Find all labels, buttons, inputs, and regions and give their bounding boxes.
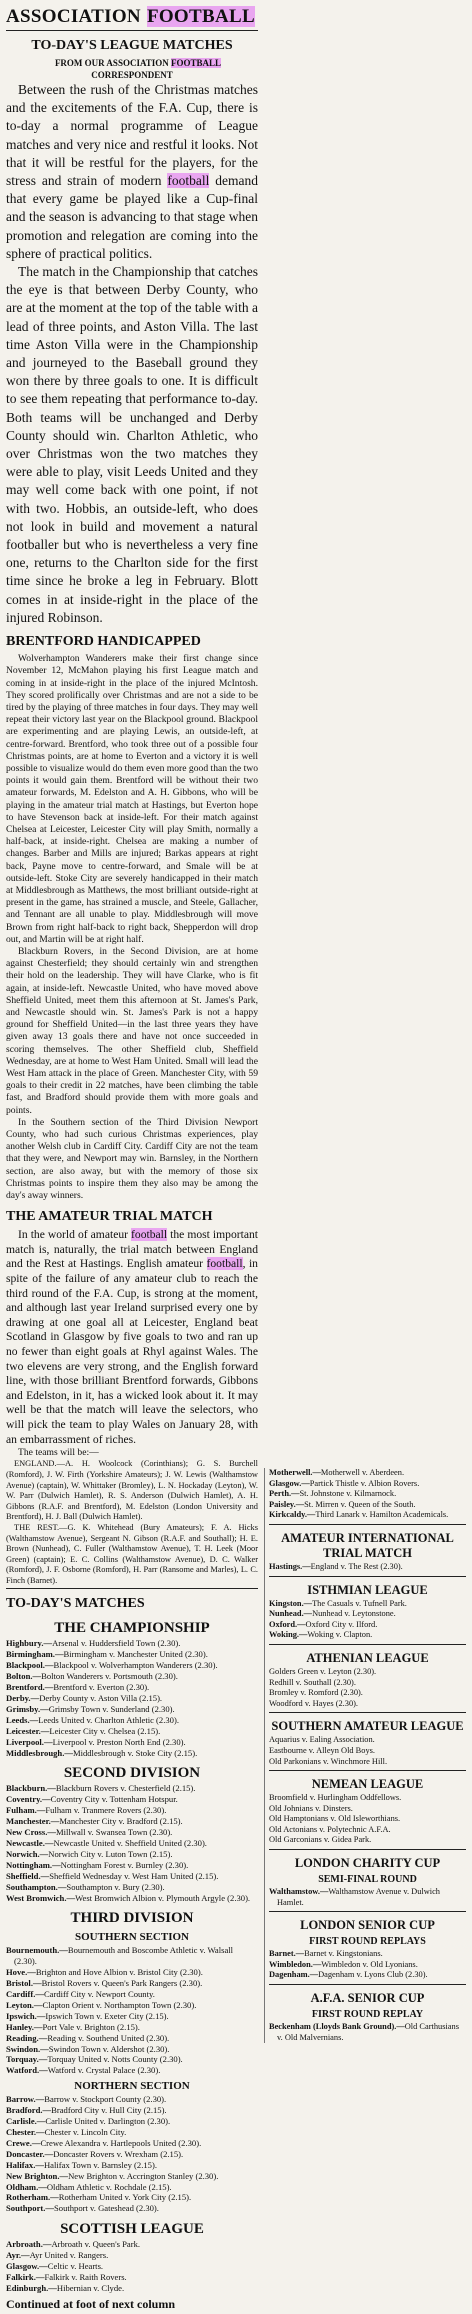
fixture-item: Aquarius v. Ealing Association.: [269, 1735, 375, 1745]
nemean-list: [269, 1793, 466, 1846]
scottish-league-heading: SCOTTISH LEAGUE: [60, 2221, 204, 2238]
fixture-item: Bromley v. Romford (2.30).: [269, 1688, 363, 1698]
second-division-heading: SECOND DIVISION: [63, 1765, 201, 1782]
fixture-item: Norwich.—Norwich City v. Luton Town (2.15).: [6, 1848, 173, 1859]
divider: [269, 1770, 466, 1771]
fixture-item: Oxford.—Oxford City v. Ilford.: [269, 1619, 378, 1629]
southern-amateur-list: [269, 1735, 466, 1767]
fixture-item: Torquay.—Torquay United v. Notts County (2.30).: [6, 2054, 183, 2065]
amateur-international-heading: AMATEUR INTERNATIONAL TRIAL MATCH: [281, 1530, 454, 1560]
divider: [269, 1849, 466, 1850]
fixture-item: Barrow.—Barrow v. Stockport County (2.30).: [6, 2094, 167, 2105]
fixture-item: Falkirk.—Falkirk v. Raith Rovers.: [6, 2271, 127, 2282]
fixture-item: Southampton.—Southampton v. Bury (2.30).: [6, 1881, 165, 1892]
fixture-item: Oldham.—Oldham Athletic v. Rochdale (2.15).: [6, 2181, 172, 2192]
rest-team: THE REST.—G. K. Whitehead (Bury Amateurs); F. A. Hicks (Walthamstow Avenue), Sergeant N. Gibson (R.A.F. and Southall); H. E. Brown (Nunhead), C. Fuller (Walthamstow Avenue), T. H. Leek (Moor Green) (captain); E. C. Collins (Walthamstow Avenue), D. C. Walker (Romford), J. F. Osborne (Romford), H. Parr (Ransome and Marles), L. C. Finch (Barnet).: [6, 1522, 258, 1585]
fixture-item: Nunhead.—Nunhead v. Leytonstone.: [269, 1609, 396, 1619]
fixture-item: Manchester.—Manchester City v. Bradford (2.15).: [6, 1816, 183, 1827]
northern-section-heading: NORTHERN SECTION: [74, 2080, 190, 2093]
london-senior-list: [269, 1949, 466, 1981]
fixture-item: Golders Green v. Leyton (2.30).: [269, 1666, 377, 1676]
divider: [6, 1588, 258, 1589]
championship-heading: THE CHAMPIONSHIP: [54, 1620, 210, 1637]
right-column: [264, 1468, 470, 2043]
championship-list: [6, 1638, 258, 1758]
london-senior-sub: FIRST ROUND REPLAYS: [309, 1936, 426, 1948]
athenian-heading: ATHENIAN LEAGUE: [306, 1650, 429, 1665]
fixture-item: New Brighton.—New Brighton v. Accrington Stanley (2.30).: [6, 2170, 219, 2181]
fixture-item: Hanley.—Port Vale v. Brighton (2.15).: [6, 2021, 140, 2032]
afa-sub: FIRST ROUND REPLAY: [311, 2009, 424, 2021]
lead-headline: TO-DAY'S LEAGUE MATCHES: [31, 38, 233, 53]
brentford-paragraph-1: Wolverhampton Wanderers make their first change since November 12, McMahon playing his first League match and coming in at inside-right in the place of the injured McIntosh. They scored prolifically over Christmas and are not a side to be tired by the playing of three matches in four days. They may well repeat their victory last year on the Blackpool ground. Blackpool are experimenting and are playing Lewis, an outside-left, at centre-forward. Brentford, who took three out of a possible four Christmas points, are at home to Everton and a victory it is well possible to visualize would do them even more good than the two points it would gain them. Brentford will be without their two amateur forwards, M. Edelston and A. H. Gibbons, who will be playing in the amateur trial match at Hastings, but Everton hope to have Stevenson back at inside-left. For their match against Chelsea at Leicester, Leicester City will play Smith, normally a half-back, at inside-right. Chelsea are making a number of changes. Barber and Mills are injured; Barkas appears at right back, Payne move to centre-forward, and Smale will be at outside-left. Stoke City are severely handicapped in their match at Middlesbrough as Matthews, the most brilliant outside-right at present in the game, has strained a muscle, and Steele, Gallacher, and Tennant are all unable to play. Middlesbrough will move Brown from right half-back to right back, Shepperdon will drop out, and Martin will be at right half.: [6, 653, 258, 945]
fixture-item: Derby.—Derby County v. Aston Villa (2.15).: [6, 1693, 163, 1703]
fixture-item: Liverpool.—Liverpool v. Preston North End (2.30).: [6, 1736, 186, 1747]
second-division-list: [6, 1783, 258, 1903]
fixture-item: Motherwell.—Motherwell v. Aberdeen.: [269, 1468, 405, 1477]
london-charity-heading: LONDON CHARITY CUP: [294, 1856, 441, 1871]
fixture-item: Swindon.—Swindon Town v. Aldershot (2.30).: [6, 2043, 170, 2054]
fixture-item: Barnet.—Barnet v. Kingstonians.: [269, 1949, 383, 1959]
fixture-item: West Bromwich.—West Bromwich Albion v. Plymouth Argyle (2.30).: [6, 1892, 251, 1903]
brentford-paragraph-2: Blackburn Rovers, in the Second Division, are at home against Chesterfield; they should certainly win and strengthen their hold on the leadership. They will have Clarke, who is fit again, at inside-left. Newcastle United, who have moved above Sheffield United, meet them this afternoon at St. James's Park, and Newcastle should win. St. James's Park is not a happy ground for Sheffield United—in the last three years they have given away 13 goals there and have not once succeeded in scoring themselves. The other Sheffield club, Sheffield Wednesday, are at home to West Ham United. Small will lead the West Ham attack in the place of Green. Manchester City, with 59 goals to their credit in 22 matches, have been climbing the table fast, and Bradford should provide them with more goals and points.: [6, 945, 258, 1116]
fixture-item: Leicester.—Leicester City v. Chelsea (2.15).: [6, 1725, 161, 1736]
trial-paragraph-2: The teams will be:—: [18, 1447, 99, 1459]
divider: [269, 1524, 466, 1525]
fixture-item: Kirkcaldy.—Third Lanark v. Hamilton Academicals.: [269, 1510, 449, 1520]
southern-amateur-heading: SOUTHERN AMATEUR LEAGUE: [271, 1719, 464, 1734]
fixture-item: Kingston.—The Casuals v. Tufnell Park.: [269, 1598, 407, 1608]
athenian-list: [269, 1667, 466, 1709]
fixture-item: Watford.—Watford v. Crystal Palace (2.30).: [6, 2065, 161, 2076]
fixture-item: Ipswich.—Ipswich Town v. Exeter City (2.15).: [6, 2010, 169, 2021]
nemean-heading: NEMEAN LEAGUE: [311, 1777, 424, 1792]
byline: FROM OUR ASSOCIATION FOOTBALL CORRESPONDENT: [54, 58, 222, 80]
fixture-item: Doncaster.—Doncaster Rovers v. Wrexham (2.15).: [6, 2148, 184, 2159]
fixture-item: Reading.—Reading v. Southend United (2.30).: [6, 2032, 170, 2043]
fixture-item: Redhill v. Southall (2.30).: [269, 1677, 356, 1687]
fixture-item: Southport.—Southport v. Gateshead (2.30).: [6, 2203, 159, 2214]
continued-note: Continued at foot of next column: [6, 2296, 176, 2311]
london-senior-heading: LONDON SENIOR CUP: [300, 1918, 435, 1933]
fixture-item: Old Parkonians v. Winchmore Hill.: [269, 1756, 388, 1766]
fixture-item: Leyton.—Clapton Orient v. Northampton Town (2.30).: [6, 1999, 197, 2010]
scottish-continued-list: [269, 1468, 466, 1521]
brentford-paragraph-3: In the Southern section of the Third Division Newport County, who had such curious Christmas experiences, play another Welsh club in Cardiff City. Cardiff City are not the team that they were, and Newport may win. Barnsley, in the Northern section, are also away, but with the memory of those six Christmas points to inspire them they also may be among the day's away winners.: [6, 1116, 258, 1202]
london-charity-sub: SEMI-FINAL ROUND: [318, 1874, 417, 1886]
fixture-item: Blackpool.—Blackpool v. Wolverhampton Wanderers (2.30).: [6, 1660, 218, 1671]
fixture-item: Newcastle.—Newcastle United v. Sheffield United (2.30).: [6, 1837, 207, 1848]
fixture-item: Blackburn.—Blackburn Rovers v. Chesterfield (2.15).: [6, 1783, 196, 1794]
lead-paragraph-2: The match in the Championship that catches the eye is that between Derby County, who are at the moment at the top of the table with a lead of three points, and Aston Villa. The last time Aston Villa were in the Championship and journeyed to the Baseball ground they won there by three goals to one. It is difficult to see them repeating that performance to-day. Both teams will be unchanged and Derby County should win. Charlton Athletic, who over Christmas won the two matches they were able to play, visit Leeds United and they may well come back with one point, if not with two. Hobbis, an outside-left, who does not look in build and movement a natural footballer but who is nevertheless a very fine one, returns to the Charlton side for the first time since he broke a leg in February. Blott comes in at inside-right in the place of the injured Robinson.: [6, 264, 258, 625]
fixture-item: Coventry.—Coventry City v. Tottenham Hotspur.: [6, 1794, 178, 1805]
trial-headline: THE AMATEUR TRIAL MATCH: [6, 1209, 213, 1225]
fixture-item: Perth.—St. Johnstone v. Kilmarnock.: [269, 1489, 397, 1499]
divider: [269, 1576, 466, 1577]
fixture-item: Carlisle.—Carlisle United v. Darlington (2.30).: [6, 2116, 171, 2127]
fixture-item: Glasgow.—Celtic v. Hearts.: [6, 2261, 104, 2272]
fixture-item: Bournemouth.—Bournemouth and Boscombe Athletic v. Walsall (2.30).: [6, 1945, 234, 1967]
fixture-item: Sheffield.—Sheffield Wednesday v. West Ham United (2.15).: [6, 1870, 219, 1881]
fixture-item: Cardiff.—Cardiff City v. Newport County.: [6, 1989, 155, 2000]
fixture-item: Nottingham.—Nottingham Forest v. Burnley (2.30).: [6, 1859, 189, 1870]
fixture-item: Bristol.—Bristol Rovers v. Queen's Park Rangers (2.30).: [6, 1978, 203, 1989]
isthmian-list: [269, 1599, 466, 1641]
fixture-item: Ayr.—Ayr United v. Rangers.: [6, 2250, 109, 2261]
divider: [6, 30, 258, 31]
fixture-item: Edinburgh.—Hibernian v. Clyde.: [6, 2282, 125, 2293]
afa-list: [269, 2022, 466, 2043]
fixture-item: Old Hamptonians v. Old Isleworthians.: [269, 1814, 401, 1824]
london-charity-list: [269, 1887, 466, 1908]
fixture-item: Wimbledon.—Wimbledon v. Old Lyonians.: [269, 1959, 418, 1969]
third-division-heading: THIRD DIVISION: [70, 1910, 194, 1927]
fixture-item: Glasgow.—Partick Thistle v. Albion Rovers.: [269, 1478, 420, 1488]
fixture-item: Arbroath.—Arbroath v. Queen's Park.: [6, 2239, 141, 2250]
amateur-international-list: [269, 1562, 466, 1573]
fixture-item: Birmingham.—Birmingham v. Manchester United (2.30).: [6, 1649, 208, 1660]
fixture-item: Chester.—Chester v. Lincoln City.: [6, 2127, 127, 2137]
fixture-item: Brentford.—Brentford v. Everton (2.30).: [6, 1682, 150, 1693]
fixture-item: Old Johnians v. Dinsters.: [269, 1803, 353, 1813]
fixture-item: Rotherham.—Rotherham United v. York City (2.15).: [6, 2192, 192, 2203]
fixture-item: Paisley.—St. Mirren v. Queen of the South.: [269, 1499, 416, 1509]
trial-paragraph-1: In the world of amateur football the most important match is, naturally, the trial match between England and the Rest at Hastings. English amateur football, in spite of the failure of any amateur club to reach the third round of the F.A. Cup, is strong at the moment, and although last year Ireland surprised every one by drawing at one goal all at Leicester, England beat Scotland in Glasgow by five goals to two and ran up no fewer than eight goals at Rhyl against Wales. The two elevens are very strong, and the English forward line, with those brilliant Brentford forwards, Gibbons and Edelston, in it, has a wicked look about it. It may well be that the match will leave the selectors, who will pick the team to play Wales on January 28, with an embarrassment of riches.: [6, 1228, 258, 1446]
fixture-item: Leeds.—Leeds United v. Charlton Athletic (2.30).: [6, 1714, 179, 1725]
lead-paragraph-1: Between the rush of the Christmas matches and the excitements of the F.A. Cup, there is to-day a normal programme of League matches and very nice and restful it looks. Not that it will be restful for the players, for the stress and strain of modern football demand that every game be played like a Cup-final and the season is advancing to that stage when promotion and relegation are coming into the sphere of practical politics.: [6, 82, 258, 261]
northern-section-list: [6, 2094, 258, 2214]
divider: [269, 1911, 466, 1912]
fixture-item: Bradford.—Bradford City v. Hull City (2.15).: [6, 2105, 167, 2116]
fixture-item: Highbury.—Arsenal v. Huddersfield Town (2.30).: [6, 1638, 181, 1649]
southern-section-heading: SOUTHERN SECTION: [74, 1931, 189, 1944]
fixture-item: Hastings.—England v. The Rest (2.30).: [269, 1561, 403, 1571]
fixtures-headline: TO-DAY'S MATCHES: [6, 1596, 145, 1612]
fixture-item: Bolton.—Bolton Wanderers v. Portsmouth (2.30).: [6, 1671, 178, 1682]
fixture-item: Dagenham.—Dagenham v. Lyons Club (2.30).: [269, 1970, 428, 1980]
fixture-item: Woodford v. Hayes (2.30).: [269, 1698, 359, 1708]
fixture-item: Walthamstow.—Walthamstow Avenue v. Dulwich Hamlet.: [269, 1887, 440, 1907]
fixture-item: Fulham.—Fulham v. Tranmere Rovers (2.30).: [6, 1805, 167, 1816]
southern-section-list: [6, 1945, 258, 2076]
fixture-item: Middlesbrough.—Middlesbrough v. Stoke City (2.15).: [6, 1747, 198, 1758]
fixture-item: Crewe.—Crewe Alexandra v. Hartlepools United (2.30).: [6, 2137, 202, 2148]
fixture-item: Hove.—Brighton and Hove Albion v. Bristol City (2.30).: [6, 1967, 203, 1978]
fixture-item: Broomfield v. Hurlingham Oddfellows.: [269, 1793, 402, 1803]
divider: [269, 1644, 466, 1645]
title-highlight: FOOTBALL: [146, 6, 255, 27]
brentford-headline: BRENTFORD HANDICAPPED: [6, 634, 201, 650]
fixture-item: Old Actonians v. Polytechnic A.F.A.: [269, 1824, 391, 1834]
fixture-item: Beckenham (Lloyds Bank Ground).—Old Carthusians v. Old Malvernians.: [269, 2022, 459, 2042]
fixture-item: Old Garconians v. Gidea Park.: [269, 1835, 372, 1845]
divider: [269, 1984, 466, 1985]
fixture-item: Eastbourne v. Alleyn Old Boys.: [269, 1745, 375, 1755]
england-team: ENGLAND.—A. H. Woolcock (Corinthians); G. S. Burchell (Romford), J. W. Firth (Yorkshire Amateurs); J. W. Lewis (Walthamstow Avenue) (captain), W. Whittaker (Bromley), L. N. Hockaday (Leyton), W. W. Parr (Dulwich Hamlet), R. S. Anderson (Dulwich Hamlet), A. H. Gibbons (R.A.F. and Brentford), M. Edelston (London University and Brentford), H. J. Ball (Dulwich Hamlet).: [6, 1459, 258, 1522]
divider: [269, 1712, 466, 1713]
fixture-item: Woking.—Woking v. Clapton.: [269, 1630, 373, 1640]
scottish-league-list: [6, 2239, 258, 2294]
afa-heading: A.F.A. SENIOR CUP: [310, 1991, 425, 2006]
fixture-item: New Cross.—Millwall v. Swansea Town (2.30).: [6, 1827, 173, 1838]
fixture-item: Grimsby.—Grimsby Town v. Sunderland (2.30).: [6, 1703, 175, 1714]
section-title: ASSOCIATION FOOTBALL: [6, 6, 255, 27]
isthmian-heading: ISTHMIAN LEAGUE: [307, 1582, 428, 1597]
fixture-item: Halifax.—Halifax Town v. Barnsley (2.15).: [6, 2159, 157, 2170]
